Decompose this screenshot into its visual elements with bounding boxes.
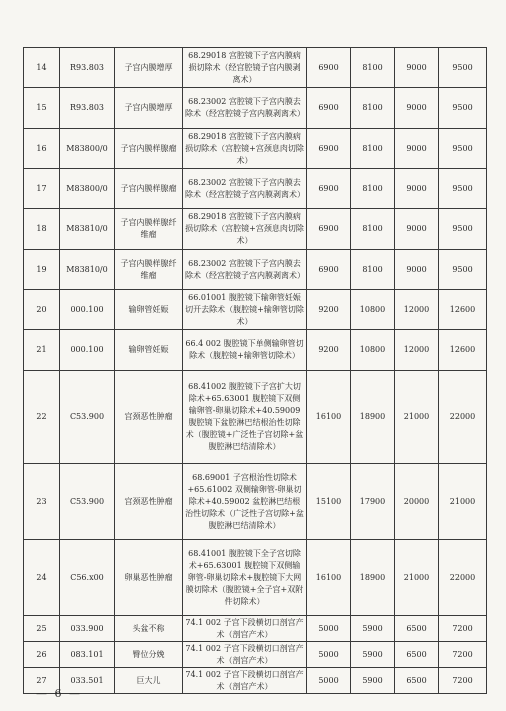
price-3-cell: 9000 (395, 48, 439, 88)
price-4-cell: 12600 (439, 290, 487, 330)
table-body (24, 48, 487, 694)
price-2-cell: 18900 (351, 371, 395, 464)
table-row (24, 540, 487, 616)
diagnosis-name-cell: 子宫内膜样腺纤维瘤 (115, 250, 183, 290)
table-row (24, 668, 487, 694)
row-number-cell: 23 (24, 464, 60, 540)
pricing-table (23, 47, 487, 694)
row-number-cell: 26 (24, 642, 60, 668)
price-3-cell: 9000 (395, 250, 439, 290)
row-number-cell: 16 (24, 129, 60, 169)
procedure-cell: 68.29018 宫腔镜下子宫内膜病损切除术（经宫腔镜子宫内膜剥离术） (183, 48, 307, 88)
table-row (24, 250, 487, 290)
table-row (24, 371, 487, 464)
diagnosis-name-cell: 子宫内膜样腺纤维瘤 (115, 209, 183, 250)
price-2-cell: 8100 (351, 48, 395, 88)
procedure-cell: 68.23002 宫腔镜下子宫内膜去除术（经宫腔镜子宫内膜剥离术） (183, 88, 307, 129)
row-number-cell: 19 (24, 250, 60, 290)
price-1-cell: 9200 (307, 330, 351, 371)
diagnosis-code-cell: 083.101 (60, 642, 115, 668)
price-2-cell: 8100 (351, 250, 395, 290)
price-1-cell: 6900 (307, 129, 351, 169)
diagnosis-code-cell: 000.100 (60, 330, 115, 371)
price-2-cell: 8100 (351, 169, 395, 209)
price-1-cell: 6900 (307, 169, 351, 209)
price-2-cell: 8100 (351, 129, 395, 169)
diagnosis-code-cell: M83810/0 (60, 209, 115, 250)
table-row (24, 209, 487, 250)
diagnosis-code-cell: C53.900 (60, 464, 115, 540)
diagnosis-code-cell: 033.900 (60, 616, 115, 642)
table-row (24, 464, 487, 540)
price-4-cell: 7200 (439, 642, 487, 668)
price-4-cell: 9500 (439, 250, 487, 290)
diagnosis-code-cell: C56.x00 (60, 540, 115, 616)
procedure-cell: 68.29018 宫腔镜下子宫内膜病损切除术（宫腔镜+宫颈息肉切除术） (183, 129, 307, 169)
table-row (24, 290, 487, 330)
procedure-cell: 68.23002 宫腔镜下子宫内膜去除术（经宫腔镜子宫内膜剥离术） (183, 250, 307, 290)
price-3-cell: 6500 (395, 616, 439, 642)
price-2-cell: 5900 (351, 642, 395, 668)
row-number-cell: 24 (24, 540, 60, 616)
procedure-cell: 66.4 002 腹腔镜下单侧输卵管切除术（腹腔镜+输卵管切除术） (183, 330, 307, 371)
price-2-cell: 5900 (351, 668, 395, 694)
diagnosis-name-cell: 子宫内膜样腺瘤 (115, 169, 183, 209)
procedure-cell: 68.69001 子宫根治性切除术+65.61002 双侧输卵管-卵巢切除术+40.59002 盆腔淋巴结根治性切除术（广泛性子宫切除+盆腹腔淋巴结清除术） (183, 464, 307, 540)
table-row (24, 48, 487, 88)
procedure-cell: 74.1 002 子宫下段横切口剖宫产术（剖宫产术） (183, 642, 307, 668)
diagnosis-code-cell: 033.501 (60, 668, 115, 694)
price-2-cell: 8100 (351, 209, 395, 250)
price-1-cell: 6900 (307, 250, 351, 290)
diagnosis-name-cell: 宫颈恶性肿瘤 (115, 464, 183, 540)
price-3-cell: 9000 (395, 209, 439, 250)
price-3-cell: 9000 (395, 169, 439, 209)
price-1-cell: 15100 (307, 464, 351, 540)
table-row (24, 330, 487, 371)
row-number-cell: 25 (24, 616, 60, 642)
table-row (24, 616, 487, 642)
diagnosis-code-cell: M83800/0 (60, 169, 115, 209)
row-number-cell: 21 (24, 330, 60, 371)
price-2-cell: 10800 (351, 330, 395, 371)
row-number-cell: 22 (24, 371, 60, 464)
price-3-cell: 9000 (395, 88, 439, 129)
price-1-cell: 5000 (307, 642, 351, 668)
diagnosis-name-cell: 子宫内膜增厚 (115, 48, 183, 88)
diagnosis-code-cell: R93.803 (60, 48, 115, 88)
price-4-cell: 21000 (439, 464, 487, 540)
price-1-cell: 6900 (307, 48, 351, 88)
price-1-cell: 16100 (307, 540, 351, 616)
procedure-cell: 68.23002 宫腔镜下子宫内膜去除术（经宫腔镜子宫内膜剥离术） (183, 169, 307, 209)
procedure-cell: 66.01001 腹腔镜下输卵管妊娠切开去除术（腹腔镜+输卵管切除术） (183, 290, 307, 330)
diagnosis-name-cell: 臀位分娩 (115, 642, 183, 668)
price-1-cell: 5000 (307, 616, 351, 642)
diagnosis-name-cell: 巨大儿 (115, 668, 183, 694)
diagnosis-name-cell: 子宫内膜样腺瘤 (115, 129, 183, 169)
row-number-cell: 20 (24, 290, 60, 330)
page-number: — 6 — (36, 687, 82, 700)
price-4-cell: 9500 (439, 209, 487, 250)
diagnosis-name-cell: 头盆不称 (115, 616, 183, 642)
row-number-cell: 18 (24, 209, 60, 250)
diagnosis-name-cell: 输卵管妊娠 (115, 330, 183, 371)
price-1-cell: 5000 (307, 668, 351, 694)
diagnosis-name-cell: 宫颈恶性肿瘤 (115, 371, 183, 464)
price-2-cell: 18900 (351, 540, 395, 616)
procedure-cell: 74.1 002 子宫下段横切口剖宫产术（剖宫产术） (183, 668, 307, 694)
price-3-cell: 9000 (395, 129, 439, 169)
price-2-cell: 17900 (351, 464, 395, 540)
table-row (24, 88, 487, 129)
price-3-cell: 21000 (395, 540, 439, 616)
diagnosis-name-cell: 子宫内膜增厚 (115, 88, 183, 129)
diagnosis-code-cell: M83810/0 (60, 250, 115, 290)
diagnosis-code-cell: 000.100 (60, 290, 115, 330)
price-4-cell: 12600 (439, 330, 487, 371)
row-number-cell: 14 (24, 48, 60, 88)
price-4-cell: 9500 (439, 129, 487, 169)
price-4-cell: 22000 (439, 371, 487, 464)
price-3-cell: 12000 (395, 290, 439, 330)
procedure-cell: 74.1 002 子宫下段横切口剖宫产术（剖宫产术） (183, 616, 307, 642)
price-1-cell: 6900 (307, 88, 351, 129)
price-4-cell: 7200 (439, 616, 487, 642)
price-2-cell: 8100 (351, 88, 395, 129)
price-4-cell: 7200 (439, 668, 487, 694)
price-2-cell: 5900 (351, 616, 395, 642)
price-4-cell: 9500 (439, 88, 487, 129)
procedure-cell: 68.41002 腹腔镜下子宫扩大切除术+65.63001 腹腔镜下双侧输卵管-卵巢切除术+40.59009 腹腔镜下盆腔淋巴结根治性切除术（腹腔镜+广泛性子宫切除+盆腹腔淋巴结清除术） (183, 371, 307, 464)
price-4-cell: 9500 (439, 169, 487, 209)
price-1-cell: 6900 (307, 209, 351, 250)
table-row (24, 642, 487, 668)
procedure-cell: 68.41001 腹腔镜下全子宫切除术+65.63001 腹腔镜下双侧输卵管-卵巢切除术+腹腔镜下大网膜切除术（腹腔镜+全子宫+双附件切除术） (183, 540, 307, 616)
price-4-cell: 9500 (439, 48, 487, 88)
diagnosis-name-cell: 输卵管妊娠 (115, 290, 183, 330)
price-2-cell: 10800 (351, 290, 395, 330)
price-3-cell: 6500 (395, 642, 439, 668)
price-3-cell: 21000 (395, 371, 439, 464)
price-3-cell: 12000 (395, 330, 439, 371)
row-number-cell: 17 (24, 169, 60, 209)
diagnosis-code-cell: C53.900 (60, 371, 115, 464)
row-number-cell: 15 (24, 88, 60, 129)
diagnosis-code-cell: M83800/0 (60, 129, 115, 169)
price-3-cell: 20000 (395, 464, 439, 540)
price-1-cell: 16100 (307, 371, 351, 464)
table-row (24, 129, 487, 169)
diagnosis-code-cell: R93.803 (60, 88, 115, 129)
price-4-cell: 22000 (439, 540, 487, 616)
price-3-cell: 6500 (395, 668, 439, 694)
row-number-cell: 27 (24, 668, 60, 694)
table-row (24, 169, 487, 209)
procedure-cell: 68.29018 宫腔镜下子宫内膜病损切除术（宫腔镜+宫颈息肉切除术） (183, 209, 307, 250)
price-1-cell: 9200 (307, 290, 351, 330)
diagnosis-name-cell: 卵巢恶性肿瘤 (115, 540, 183, 616)
